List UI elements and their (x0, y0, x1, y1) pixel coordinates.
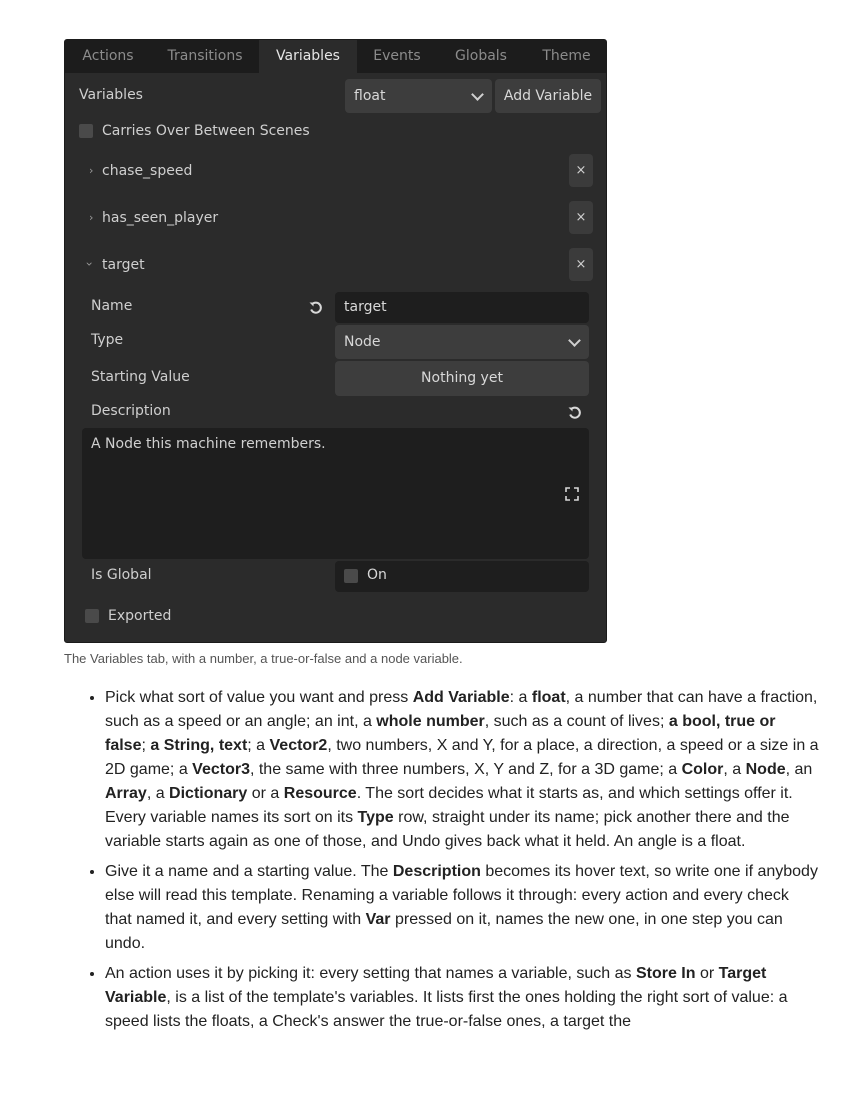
bold-term: float (531, 689, 566, 706)
text-run: ; (141, 737, 151, 754)
reset-icon[interactable] (567, 405, 583, 421)
text-run: becomes its hover text, so write one if anybody else will read this template. Renaming a variable follows it through: every action and every check that named it, and every setting with (105, 863, 818, 928)
carries-over-checkbox[interactable] (79, 124, 93, 138)
text-run: . The sort decides what it starts as, and which settings offer it. Every variable names its sort on its (105, 785, 793, 826)
list-item (105, 962, 820, 1034)
bold-term: a String, text (150, 737, 248, 754)
tab-events[interactable]: Events (373, 48, 421, 64)
text-run: ; a (247, 737, 270, 754)
description-textarea[interactable] (82, 428, 589, 559)
tab-theme[interactable]: Theme (542, 48, 591, 64)
bold-term: Vector3 (192, 761, 250, 778)
text-run: , such as a count of lives; (484, 713, 669, 730)
tab-globals[interactable]: Globals (455, 48, 507, 64)
tab-variables[interactable]: Variables (259, 40, 357, 73)
text-run: Pick what sort of value you want and press (105, 689, 413, 706)
text-run: An action uses it by picking it: every setting that names a variable, such as (105, 965, 636, 982)
reset-icon[interactable] (308, 300, 324, 316)
bold-term: Resource (283, 785, 357, 802)
tab-bar (65, 40, 607, 73)
chevron-right-icon[interactable]: › (89, 164, 94, 177)
variable-row-has-seen-player[interactable]: has_seen_player (102, 210, 219, 226)
carries-over-label: Carries Over Between Scenes (102, 123, 310, 139)
text-run: , two numbers, X and Y, for a place, a direction, a speed or a size in a 2D game; a (105, 737, 819, 778)
starting-value-button[interactable]: Nothing yet (335, 361, 589, 396)
variables-label: Variables (79, 87, 143, 103)
remove-variable-button[interactable]: × (569, 248, 593, 281)
bold-term: Vector2 (269, 737, 328, 754)
type-select[interactable] (335, 325, 589, 359)
starting-value-label: Starting Value (91, 369, 190, 385)
figure-caption: The Variables tab, with a number, a true-or-false and a node variable. (64, 651, 463, 666)
chevron-down-icon[interactable]: › (82, 261, 97, 267)
expand-icon[interactable] (564, 486, 580, 502)
variable-type-select-value: float (354, 88, 386, 104)
remove-variable-button[interactable]: × (569, 154, 593, 187)
is-global-label: Is Global (91, 567, 152, 583)
bold-term: Type (357, 809, 394, 826)
text-run: : a (509, 689, 532, 706)
tab-actions[interactable]: Actions (82, 48, 134, 64)
text-run: , the same with three numbers, X, Y and Z, for a 3D game; a (249, 761, 682, 778)
bold-term: Node (745, 761, 786, 778)
bold-term: Array (105, 785, 147, 802)
text-run: , a number that can have a fraction, such as a speed or an angle; an int, a (105, 689, 818, 730)
exported-label: Exported (108, 608, 172, 624)
bold-term: Var (365, 911, 391, 928)
add-variable-button[interactable]: Add Variable (495, 79, 601, 113)
text-run: Give it a name and a starting value. The (105, 863, 393, 880)
variables-panel (64, 39, 607, 643)
description-text: A Node this machine remembers. (91, 436, 326, 452)
list-item (105, 686, 820, 854)
is-global-toggle-label: On (367, 567, 387, 583)
text-run: , a (723, 761, 746, 778)
text-run: , a (146, 785, 170, 802)
is-global-field[interactable] (335, 561, 589, 592)
chevron-right-icon[interactable]: › (89, 211, 94, 224)
text-run: or a (247, 785, 284, 802)
type-label: Type (91, 332, 124, 348)
variable-type-select[interactable] (345, 79, 492, 113)
bold-term: Add Variable (412, 689, 510, 706)
chevron-down-icon (471, 88, 484, 101)
bold-term: a bool, true or false (105, 713, 776, 754)
chevron-down-icon (568, 334, 581, 347)
bold-term: Dictionary (169, 785, 248, 802)
text-run: row, straight under its name; pick another there and the variable starts again as one of those, and Undo gives back what it held. An angle is a float. (105, 809, 790, 850)
name-field[interactable]: target (335, 292, 589, 323)
text-run: , is a list of the template's variables. It lists first the ones holding the right sort of value: a speed lists the floats, a Check's answer the true-or-false ones, a target the (105, 989, 788, 1030)
exported-checkbox[interactable] (85, 609, 99, 623)
tab-transitions[interactable]: Transitions (167, 48, 243, 64)
bold-term: Store In (635, 965, 696, 982)
text-run: pressed on it, names the new one, in one step you can undo. (105, 911, 783, 952)
text-run: or (695, 965, 719, 982)
bold-term: Description (392, 863, 481, 880)
name-label: Name (91, 298, 133, 314)
list-item (105, 860, 820, 956)
bold-term: Target Variable (105, 965, 767, 1006)
variable-row-target[interactable]: target (102, 257, 145, 273)
variable-row-chase-speed[interactable]: chase_speed (102, 163, 193, 179)
bold-term: whole number (376, 713, 485, 730)
bullet-list (85, 686, 820, 1040)
is-global-checkbox[interactable] (344, 569, 358, 583)
text-run: , an (785, 761, 813, 778)
type-select-value: Node (344, 334, 381, 350)
bold-term: Color (681, 761, 724, 778)
remove-variable-button[interactable]: × (569, 201, 593, 234)
description-label: Description (91, 403, 171, 419)
